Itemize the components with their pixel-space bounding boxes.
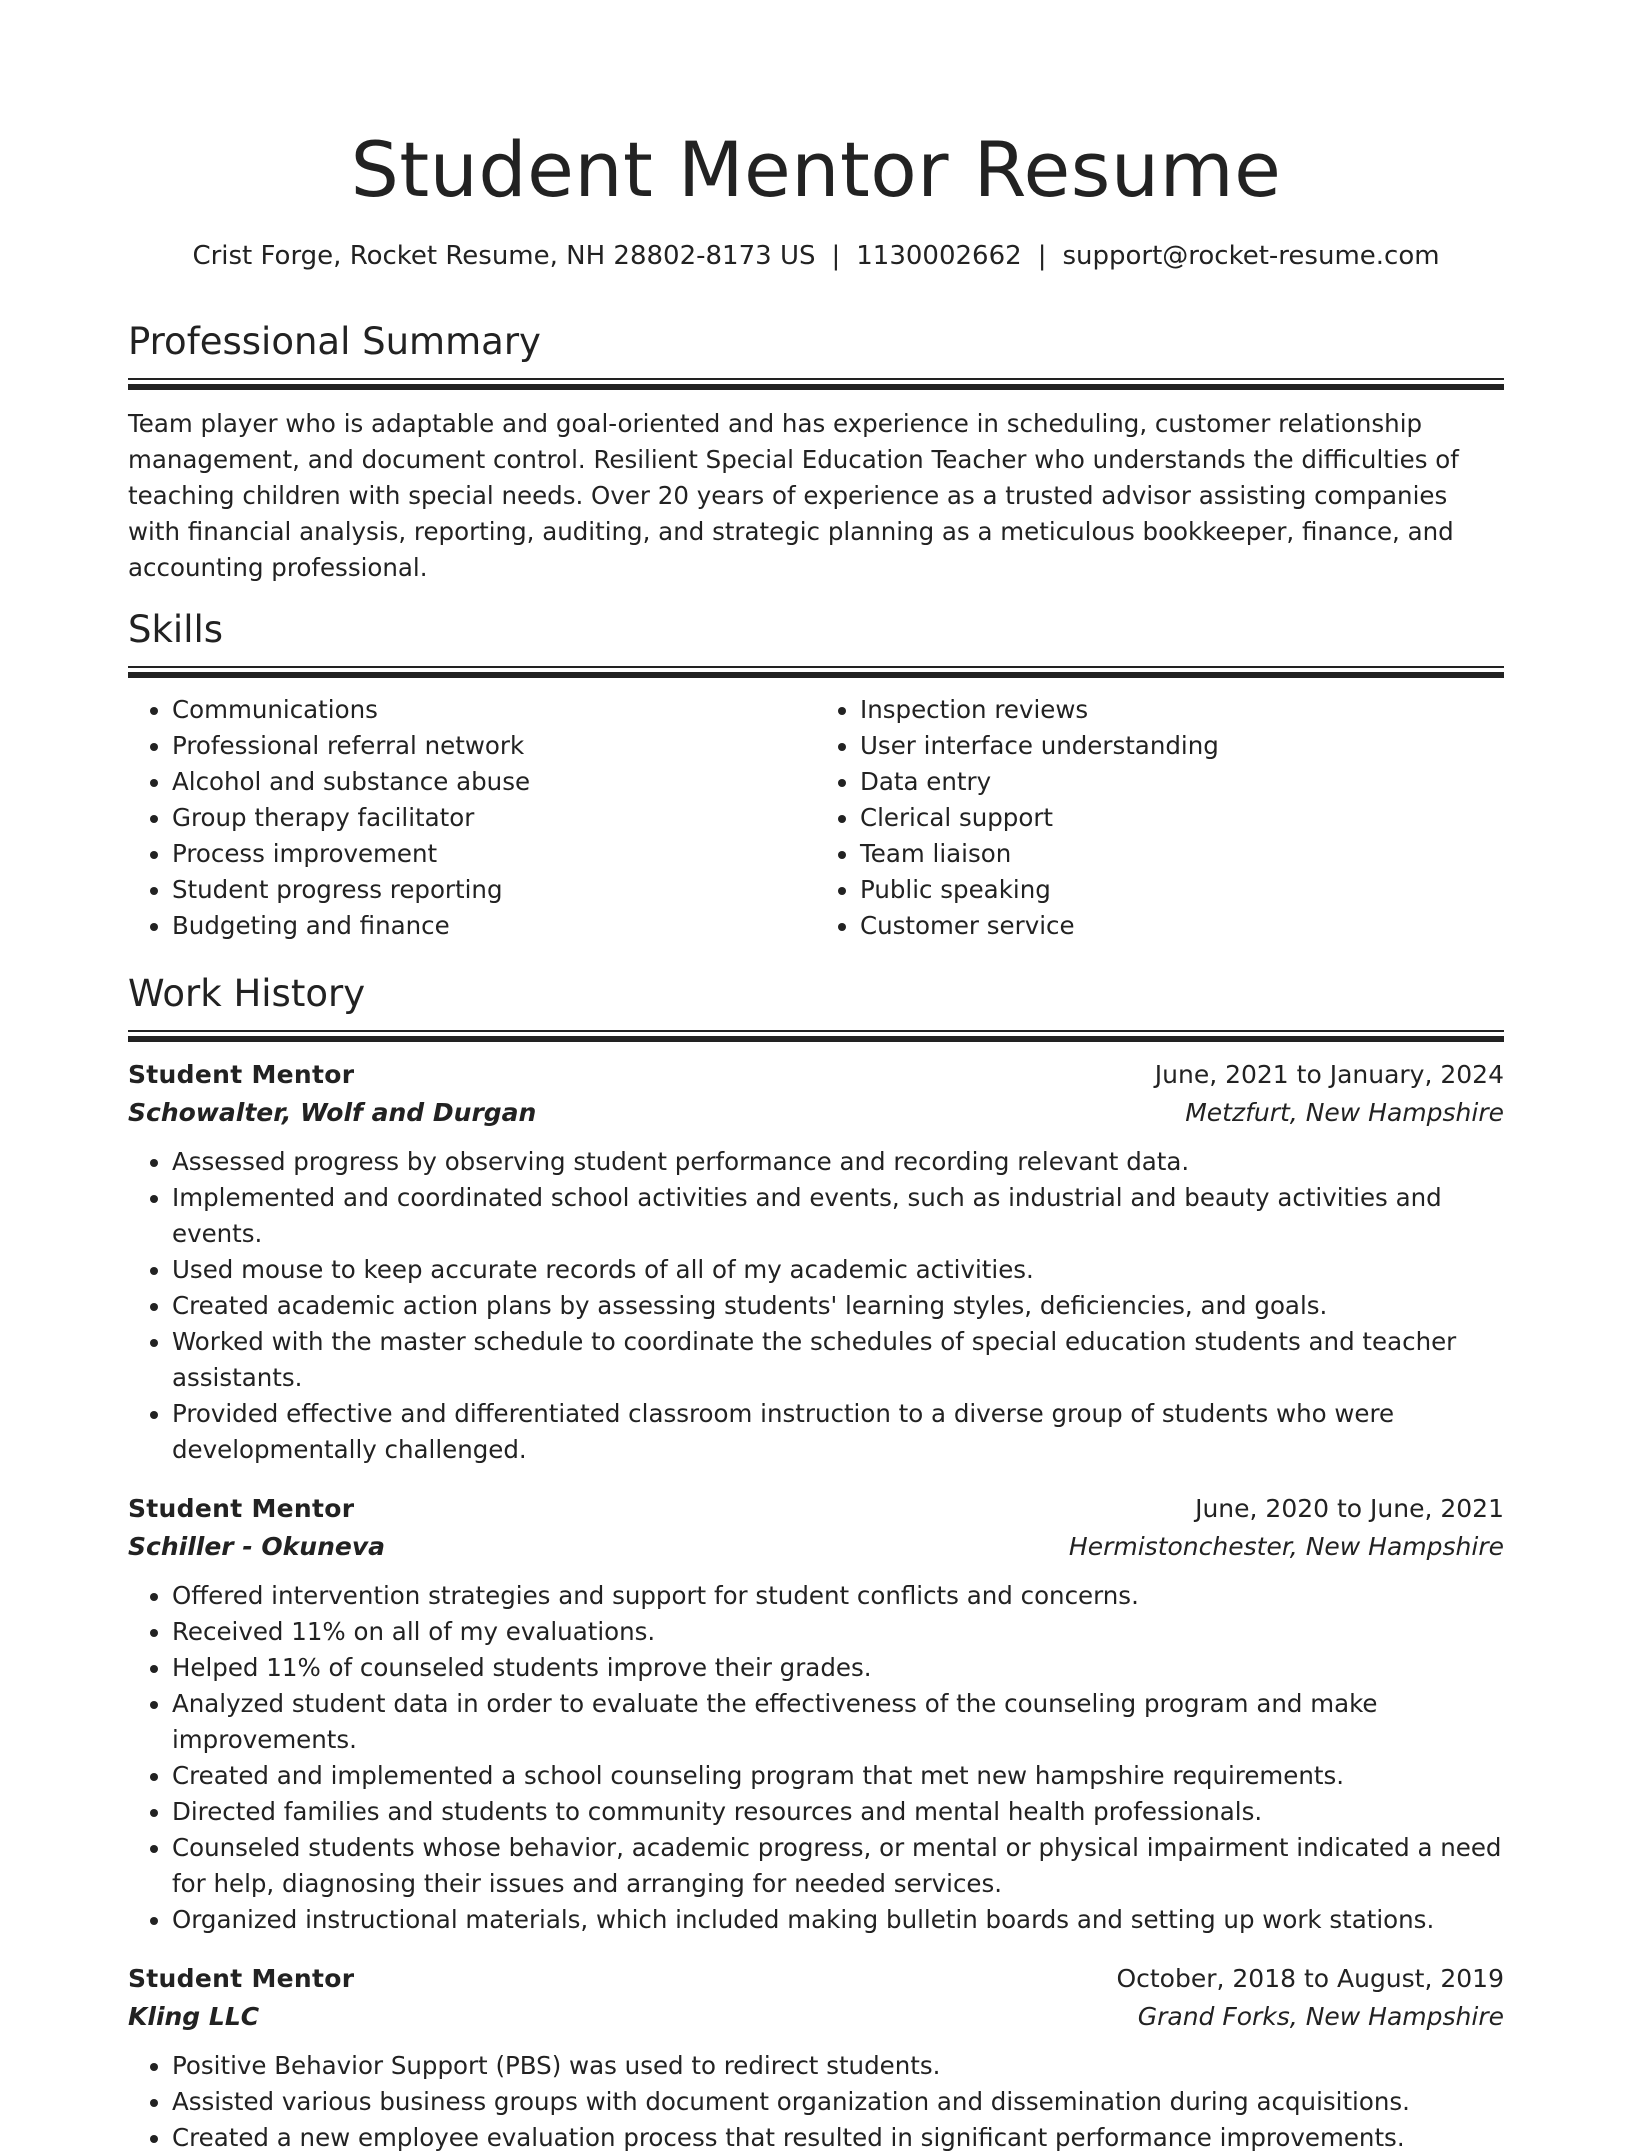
- job-bullet: • Created and implemented a school counseling program that met new hampshire requirements.: [172, 1758, 1504, 1794]
- job-title: Student Mentor: [128, 1494, 355, 1523]
- summary-section: [128, 318, 1504, 586]
- job-bullet: • Directed families and students to community resources and mental health professionals.: [172, 1794, 1504, 1830]
- skill-item: • Communications: [172, 692, 816, 728]
- job-title: Student Mentor: [128, 1964, 355, 1993]
- skill-item: • Alcohol and substance abuse: [172, 764, 816, 800]
- skill-item: • Process improvement: [172, 836, 816, 872]
- job-bullet: • Implemented and coordinated school activities and events, such as industrial and beauty activities and events.: [172, 1180, 1504, 1252]
- job-bullets: [128, 2048, 1504, 2156]
- section-divider: [128, 378, 1504, 390]
- job-title: Student Mentor: [128, 1060, 355, 1089]
- job-dates: June, 2020 to June, 2021: [1195, 1494, 1504, 1523]
- work-heading: Work History: [128, 972, 366, 1015]
- skill-item: • Group therapy facilitator: [172, 800, 816, 836]
- skill-item: • Budgeting and finance: [172, 908, 816, 944]
- job-bullets: [128, 1144, 1504, 1468]
- contact-address: Crist Forge, Rocket Resume, NH 28802-8173 US: [192, 241, 816, 271]
- job-entry: [128, 1960, 1504, 2156]
- job-bullet: • Positive Behavior Support (PBS) was used to redirect students.: [172, 2048, 1504, 2084]
- job-dates: June, 2021 to January, 2024: [1154, 1060, 1504, 1089]
- skills-heading: Skills: [128, 608, 224, 651]
- skill-item: • Professional referral network: [172, 728, 816, 764]
- job-company: Schowalter, Wolf and Durgan: [128, 1098, 537, 1127]
- contact-separator: |: [831, 241, 841, 271]
- resume-title: Student Mentor Resume: [350, 125, 1282, 214]
- skill-item: • Public speaking: [860, 872, 1504, 908]
- job-bullet: • Counseled students whose behavior, academic progress, or mental or physical impairment indicated a need for help, diagnosing their issues and arranging for needed services.: [172, 1830, 1504, 1902]
- job-bullet: • Helped 11% of counseled students improve their grades.: [172, 1650, 1504, 1686]
- job-bullets: [128, 1578, 1504, 1938]
- job-bullet: • Received 11% on all of my evaluations.: [172, 1614, 1504, 1650]
- skills-columns: [128, 692, 1504, 944]
- job-dates: October, 2018 to August, 2019: [1116, 1964, 1504, 1993]
- contact-separator: |: [1037, 241, 1047, 271]
- job-header: [128, 1960, 1504, 1998]
- section-divider: [128, 1030, 1504, 1042]
- job-subheader: [128, 1528, 1504, 1566]
- job-bullet: • Assessed progress by observing student performance and recording relevant data.: [172, 1144, 1504, 1180]
- job-header: [128, 1056, 1504, 1094]
- job-company: Schiller - Okuneva: [128, 1532, 385, 1561]
- skill-item: • Data entry: [860, 764, 1504, 800]
- contact-phone: 1130002662: [856, 241, 1022, 271]
- work-section: [128, 970, 1504, 2156]
- contact-email: support@rocket-resume.com: [1062, 241, 1440, 271]
- skill-item: • Customer service: [860, 908, 1504, 944]
- job-location: Grand Forks, New Hampshire: [1137, 2002, 1504, 2031]
- skill-item: • Student progress reporting: [172, 872, 816, 908]
- job-bullet: • Analyzed student data in order to evaluate the effectiveness of the counseling program and make improvements.: [172, 1686, 1504, 1758]
- skill-item: • Inspection reviews: [860, 692, 1504, 728]
- skill-item: • Team liaison: [860, 836, 1504, 872]
- job-bullet: • Worked with the master schedule to coordinate the schedules of special education students and teacher assistants.: [172, 1324, 1504, 1396]
- job-header: [128, 1490, 1504, 1528]
- job-bullet: • Offered intervention strategies and support for student conflicts and concerns.: [172, 1578, 1504, 1614]
- job-company: Kling LLC: [128, 2002, 260, 2031]
- skill-item: • User interface understanding: [860, 728, 1504, 764]
- contact-line: [128, 238, 1504, 274]
- skills-list-left: [128, 692, 816, 944]
- job-bullet: • Organized instructional materials, which included making bulletin boards and setting up work stations.: [172, 1902, 1504, 1938]
- job-location: Metzfurt, New Hampshire: [1185, 1098, 1504, 1127]
- job-bullet: • Created a new employee evaluation process that resulted in significant performance improvements.: [172, 2120, 1504, 2156]
- job-bullet: • Used mouse to keep accurate records of all of my academic activities.: [172, 1252, 1504, 1288]
- summary-heading: Professional Summary: [128, 320, 541, 363]
- job-bullet: • Created academic action plans by assessing students' learning styles, deficiencies, and goals.: [172, 1288, 1504, 1324]
- skill-item: • Clerical support: [860, 800, 1504, 836]
- section-divider: [128, 666, 1504, 678]
- job-subheader: [128, 1094, 1504, 1132]
- job-subheader: [128, 1998, 1504, 2036]
- summary-text: Team player who is adaptable and goal-oriented and has experience in scheduling, customer relationship management, and document control. Resilient Special Education Teacher who understands the difficulties of teaching children with special needs. Over 20 years of experience as a trusted advisor assisting companies with financial analysis, reporting, auditing, and strategic planning as a meticulous bookkeeper, finance, and accounting professional.: [128, 409, 1459, 582]
- job-bullet: • Provided effective and differentiated classroom instruction to a diverse group of students who were developmentally challenged.: [172, 1396, 1504, 1468]
- skills-section: [128, 606, 1504, 944]
- job-entry: [128, 1056, 1504, 1468]
- resume-page: [128, 120, 1504, 2156]
- job-bullet: • Assisted various business groups with document organization and dissemination during acquisitions.: [172, 2084, 1504, 2120]
- job-entry: [128, 1490, 1504, 1938]
- job-location: Hermistonchester, New Hampshire: [1068, 1532, 1504, 1561]
- skills-list-right: [816, 692, 1504, 944]
